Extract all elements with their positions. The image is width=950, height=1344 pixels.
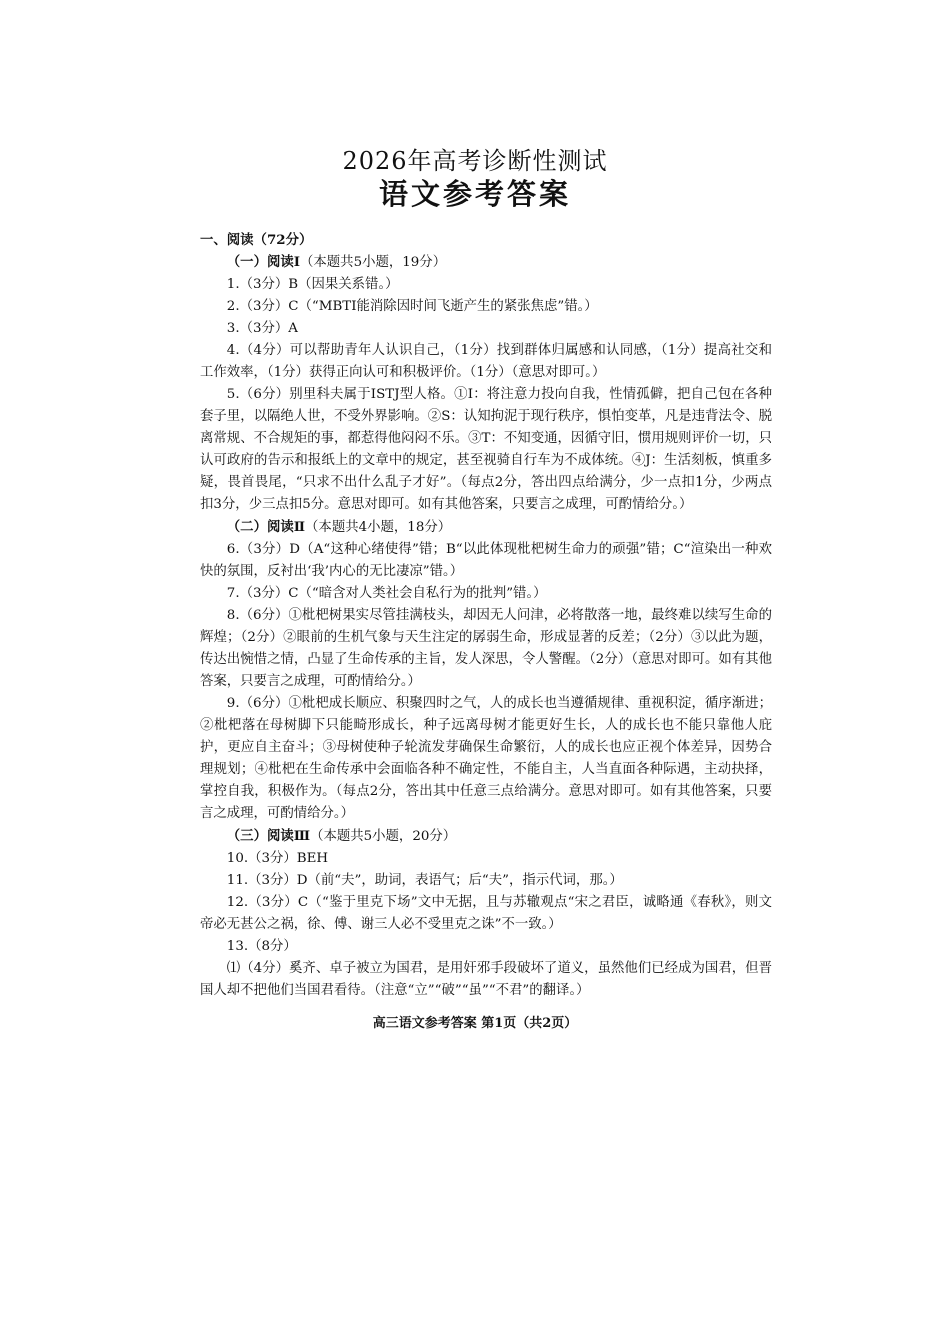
answer-item: 4.（4分）可以帮助青年人认识自己，（1分）找到群体归属感和认同感，（1分）提高社交和工作效率，（1分）获得正向认可和积极评价。（1分）（意思对即可。） xyxy=(200,343,772,380)
answer-content xyxy=(200,229,772,1002)
part-heading xyxy=(200,825,772,848)
answer-item: 6.（3分）D（A“这种心绪使得”错；B“以此体现枇杷树生命力的顽强”错；C“渲染出一种欢快的氛围，反衬出‘我’内心的无比凄凉”错。） xyxy=(200,542,772,579)
answer-item: 5.（6分）别里科夫属于ISTJ型人格。①I：将注意力投向自我，性情孤僻，把自己包在各种套子里，以隔绝人世，不受外界影响。②S：认知拘泥于现行秩序，惧怕变革，凡是违背法令、脱离常规、不合规矩的事，都惹得他闷闷不乐。③T：不知变通，因循守旧，惯用规则评价一切，只认可政府的告示和报纸上的文章中的规定，甚至视骑自行车为不成体统。④J：生活刻板，慎重多疑，畏首畏尾，“只求不出什么乱子才好”。（每点2分，答出四点给满分，少一点扣1分，少两点扣3分，少三点扣5分。意思对即可。如有其他答案，只要言之成理，可酌情给分。） xyxy=(200,387,772,512)
part-heading xyxy=(200,516,772,539)
part-info: （本题共5小题，20分） xyxy=(310,829,457,844)
part-info: （本题共4小题，18分） xyxy=(305,520,452,535)
answer-item: 11.（3分）D（前“夫”，助词，表语气；后“夫”，指示代词，那。） xyxy=(226,873,623,888)
part-name: （三）阅读Ⅲ xyxy=(226,828,311,844)
answer-item: 10.（3分）BEH xyxy=(226,851,329,866)
exam-title: 2026年高考诊断性测试 xyxy=(342,147,608,175)
answer-item: 1.（3分）B（因果关系错。） xyxy=(226,277,399,292)
document-subtitle: 语文参考答案 xyxy=(378,177,571,211)
part-name: （二）阅读Ⅱ xyxy=(226,519,306,535)
answer-item: 7.（3分）C（“暗含对人类社会自私行为的批判”错。） xyxy=(226,586,547,601)
answer-item: 13.（8分） xyxy=(226,939,297,954)
part-heading xyxy=(200,251,772,274)
answer-item: 2.（3分）C（“MBTI能消除因时间飞逝产生的紧张焦虑”错。） xyxy=(226,299,598,314)
section-heading: 一、阅读（72分） xyxy=(200,232,313,248)
part-info: （本题共5小题，19分） xyxy=(300,255,447,270)
part-name: （一）阅读Ⅰ xyxy=(226,254,301,270)
page-footer: 高三语文参考答案 第1页（共2页） xyxy=(372,1016,578,1031)
answer-item: 9.（6分）①枇杷成长顺应、积聚四时之气，人的成长也当遵循规律、重视积淀，循序渐进；②枇杷落在母树脚下只能畸形成长，种子远离母树才能更好生长，人的成长也不能只靠他人庇护，更应自主奋斗；③母树使种子轮流发芽确保生命繁衍，人的成长也应正视个体差异，因势合理规划；④枇杷在生命传承中会面临各种不确定性，不能自主，人当直面各种际遇，主动抉择，掌控自我，积极作为。（每点2分，答出其中任意三点给满分。意思对即可。如有其他答案，只要言之成理，可酌情给分。） xyxy=(200,696,772,821)
answer-item: ⑴（4分）奚齐、卓子被立为国君，是用奸邪手段破坏了道义，虽然他们已经成为国君，但晋国人却不把他们当国君看待。（注意“立”“破”“虽”“不君”的翻译。） xyxy=(200,961,772,998)
answer-item: 8.（6分）①枇杷树果实尽管挂满枝头，却因无人问津，必将散落一地，最终难以续写生命的辉煌；（2分）②眼前的生机气象与天生注定的孱弱生命，形成显著的反差；（2分）③以此为题，传达出惋惜之情，凸显了生命传承的主旨，发人深思，令人警醒。（2分）（意思对即可。如有其他答案，只要言之成理，可酌情给分。） xyxy=(200,608,772,689)
answer-item: 12.（3分）C（“鉴于里克下场”文中无据，且与苏辙观点“宋之君臣，诚略通《春秋》，则文帝必无甚公之祸，徐、傅、谢三人必不受里克之诛”不一致。） xyxy=(200,895,772,932)
answer-item: 3.（3分）A xyxy=(226,321,298,336)
